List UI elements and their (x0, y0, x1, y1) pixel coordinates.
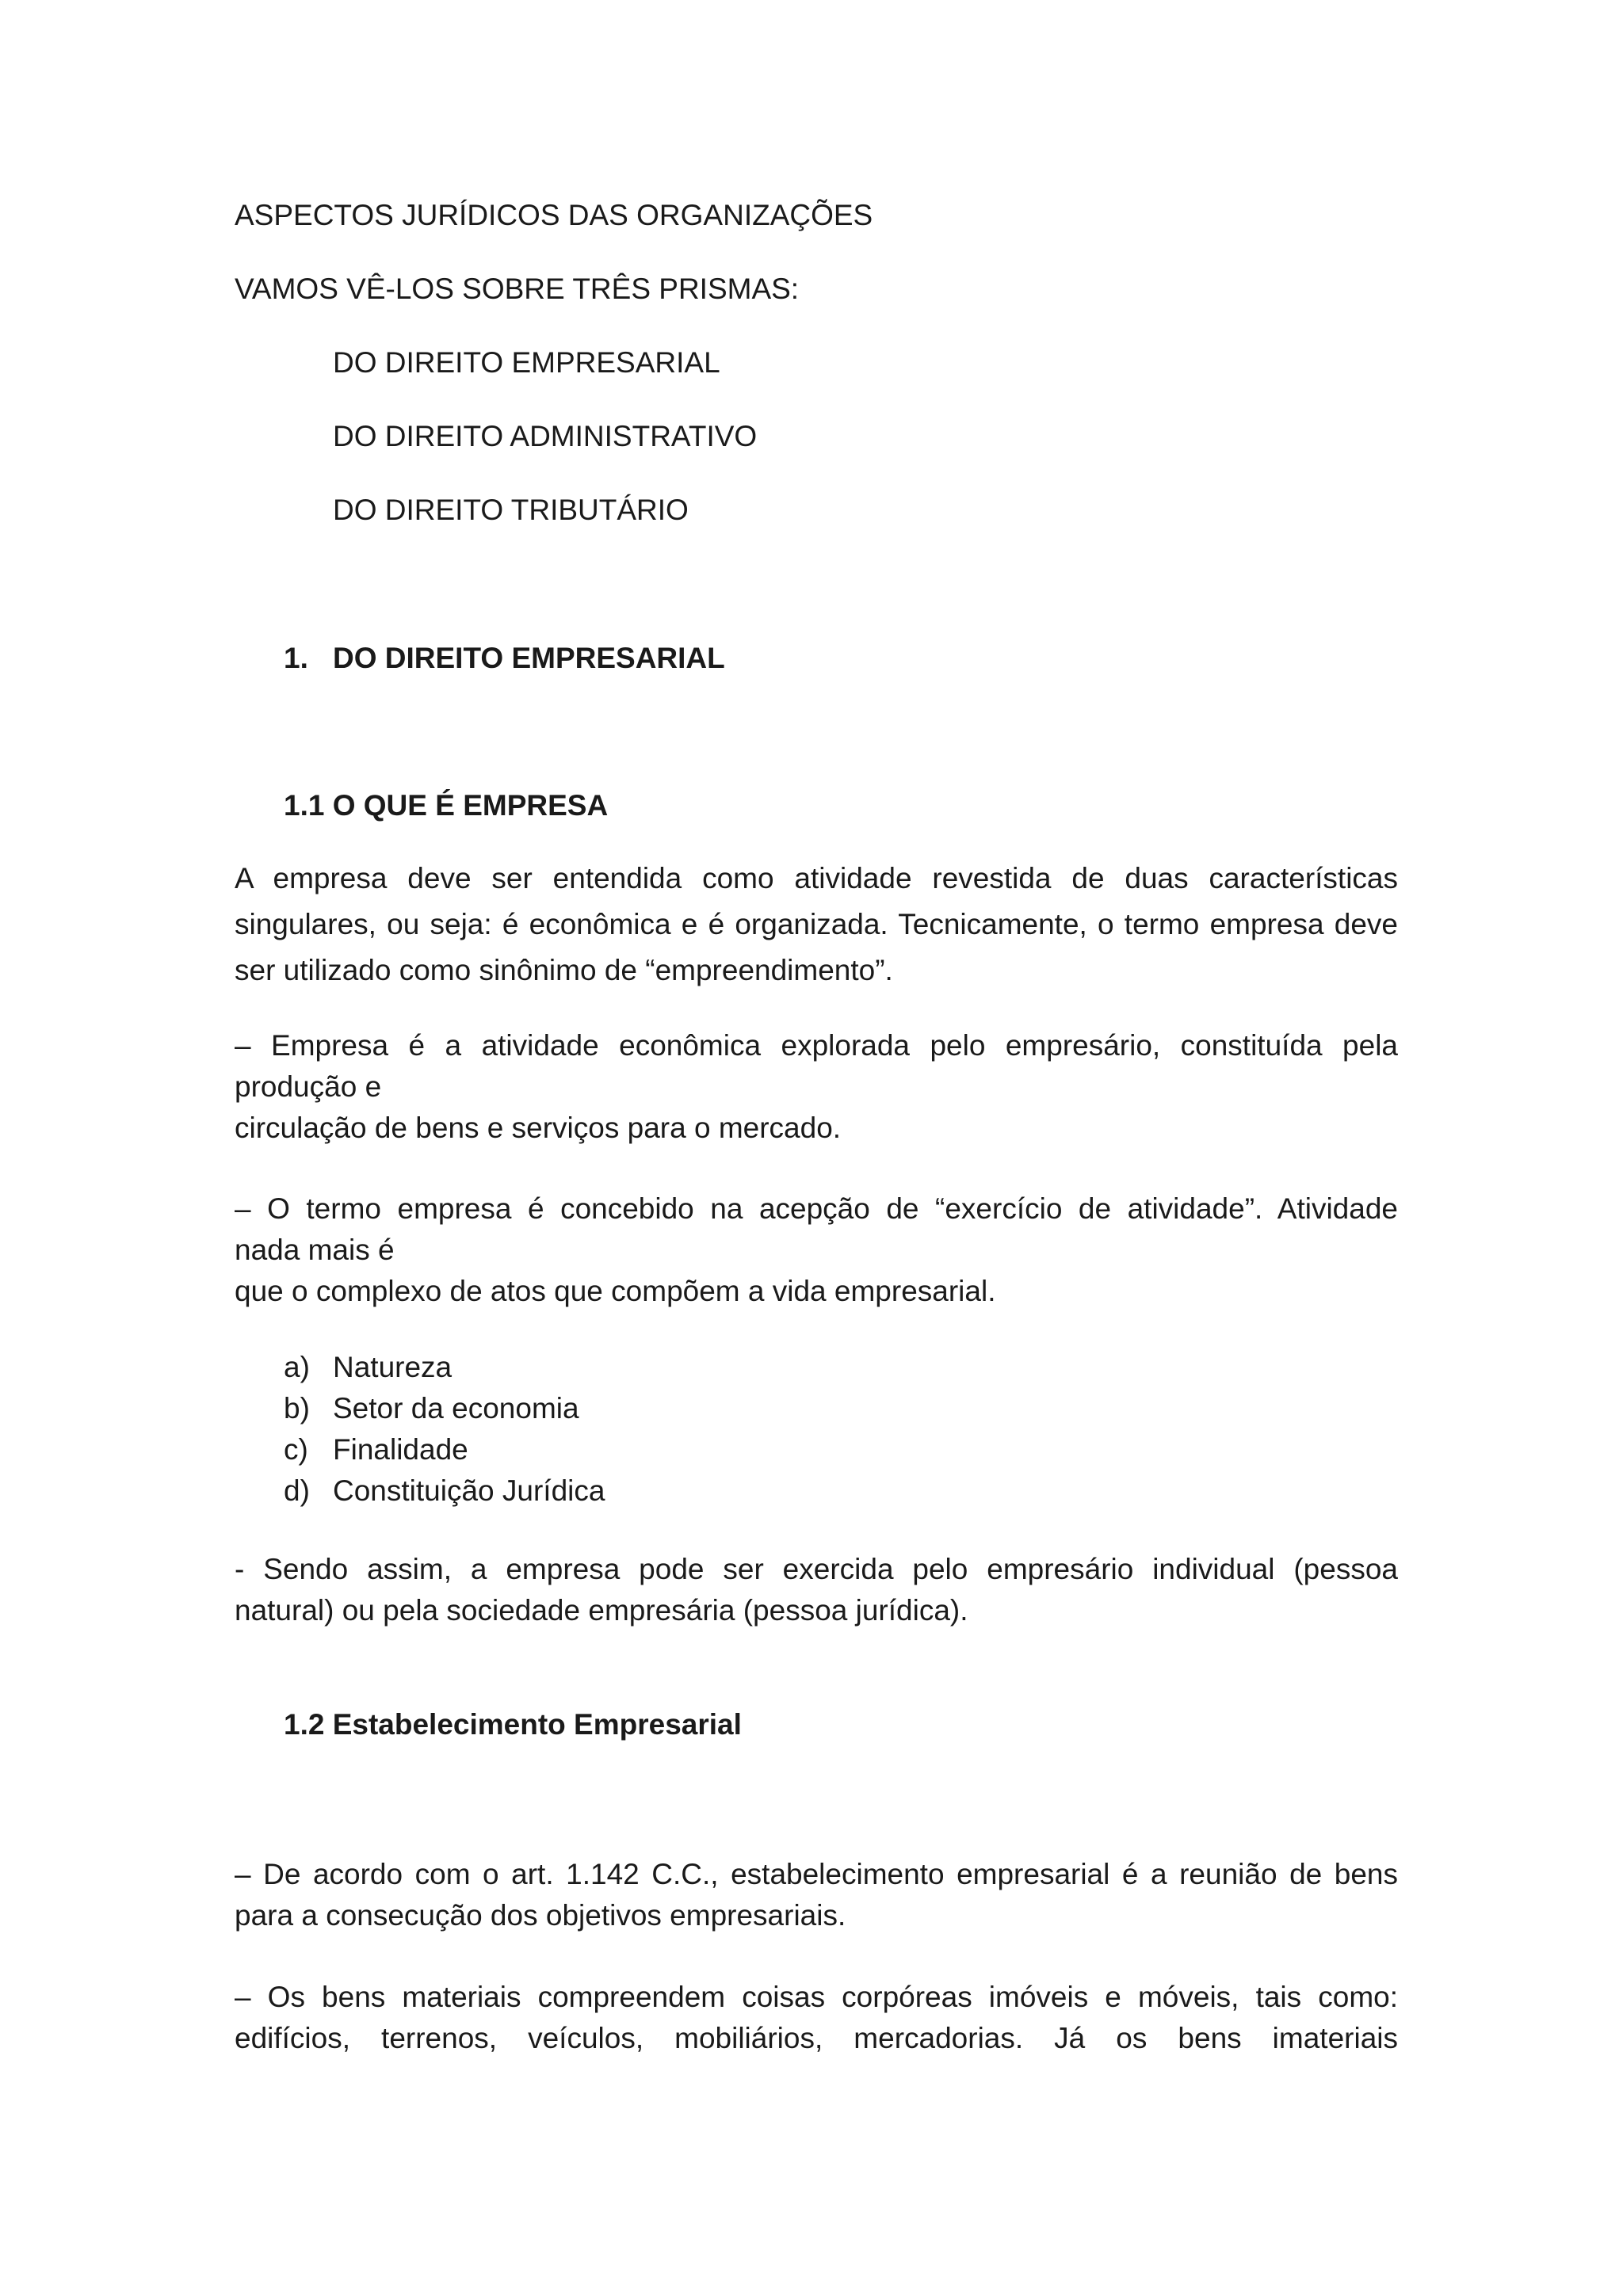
intro-text: VAMOS VÊ-LOS SOBRE TRÊS PRISMAS: (235, 273, 800, 305)
paragraph-line: – Os bens materiais compreendem coisas corpóreas imóveis e móveis, tais como: (235, 1981, 1398, 2013)
section-heading (284, 638, 725, 679)
paragraph-line: A empresa deve ser entendida como atividade revestida de duas características (235, 862, 1398, 894)
paragraph-line: – De acordo com o art. 1.142 C.C., estabelecimento empresarial é a reunião de bens (235, 1858, 1398, 1890)
paragraph (235, 1025, 1398, 1149)
list-item (284, 1388, 605, 1429)
paragraph-line: – O termo empresa é concebido na acepção de “exercício de atividade”. Atividade (235, 1192, 1398, 1225)
paragraph-line: circulação de bens e serviços para o mercado. (235, 1112, 842, 1144)
list-item (284, 1347, 605, 1388)
paragraph-line: - Sendo assim, a empresa pode ser exercida pelo empresário individual (pessoa (235, 1553, 1398, 1585)
prism-item: DO DIREITO EMPRESARIAL (333, 346, 720, 379)
section-title: DO DIREITO EMPRESARIAL (333, 642, 725, 674)
paragraph-line: – Empresa é a atividade econômica explorada pelo empresário, constituída pela (235, 1029, 1398, 1062)
paragraph-line: natural) ou pela sociedade empresária (pessoa jurídica). (235, 1594, 968, 1627)
list-marker: d) (284, 1474, 310, 1507)
paragraph-line: produção e (235, 1070, 382, 1103)
paragraph-line: singulares, ou seja: é econômica e é organizada. Tecnicamente, o termo empresa deve (235, 908, 1398, 940)
paragraph (235, 1977, 1398, 2059)
paragraph-line: ser utilizado como sinônimo de “empreendimento”. (235, 954, 893, 986)
list-item (284, 1470, 605, 1512)
list-item-text: Setor da economia (333, 1392, 579, 1425)
list-item (284, 1429, 605, 1470)
paragraph-line: que o complexo de atos que compõem a vida empresarial. (235, 1275, 996, 1307)
section-number: 1. (284, 642, 308, 674)
list-item-text: Finalidade (333, 1433, 468, 1466)
list-marker: b) (284, 1392, 310, 1425)
list-item-text: Natureza (333, 1351, 453, 1383)
prism-item: DO DIREITO ADMINISTRATIVO (333, 420, 758, 452)
list-item-text: Constituição Jurídica (333, 1474, 605, 1507)
subsection-heading: 1.2 Estabelecimento Empresarial (284, 1708, 742, 1741)
paragraph (235, 1854, 1398, 1936)
paragraph (235, 1549, 1398, 1631)
criteria-list (284, 1347, 605, 1512)
paragraph-line: para a consecução dos objetivos empresariais. (235, 1899, 846, 1932)
prism-item: DO DIREITO TRIBUTÁRIO (333, 494, 689, 526)
paragraph-line: edifícios, terrenos, veículos, mobiliários, mercadorias. Já os bens imateriais (235, 2022, 1398, 2054)
paragraph (235, 858, 1398, 991)
paragraph-line: nada mais é (235, 1234, 395, 1266)
paragraph (235, 1188, 1398, 1312)
document-title: ASPECTOS JURÍDICOS DAS ORGANIZAÇÕES (235, 199, 873, 231)
list-marker: c) (284, 1433, 308, 1466)
list-marker: a) (284, 1351, 310, 1383)
subsection-heading: 1.1 O QUE É EMPRESA (284, 789, 609, 822)
